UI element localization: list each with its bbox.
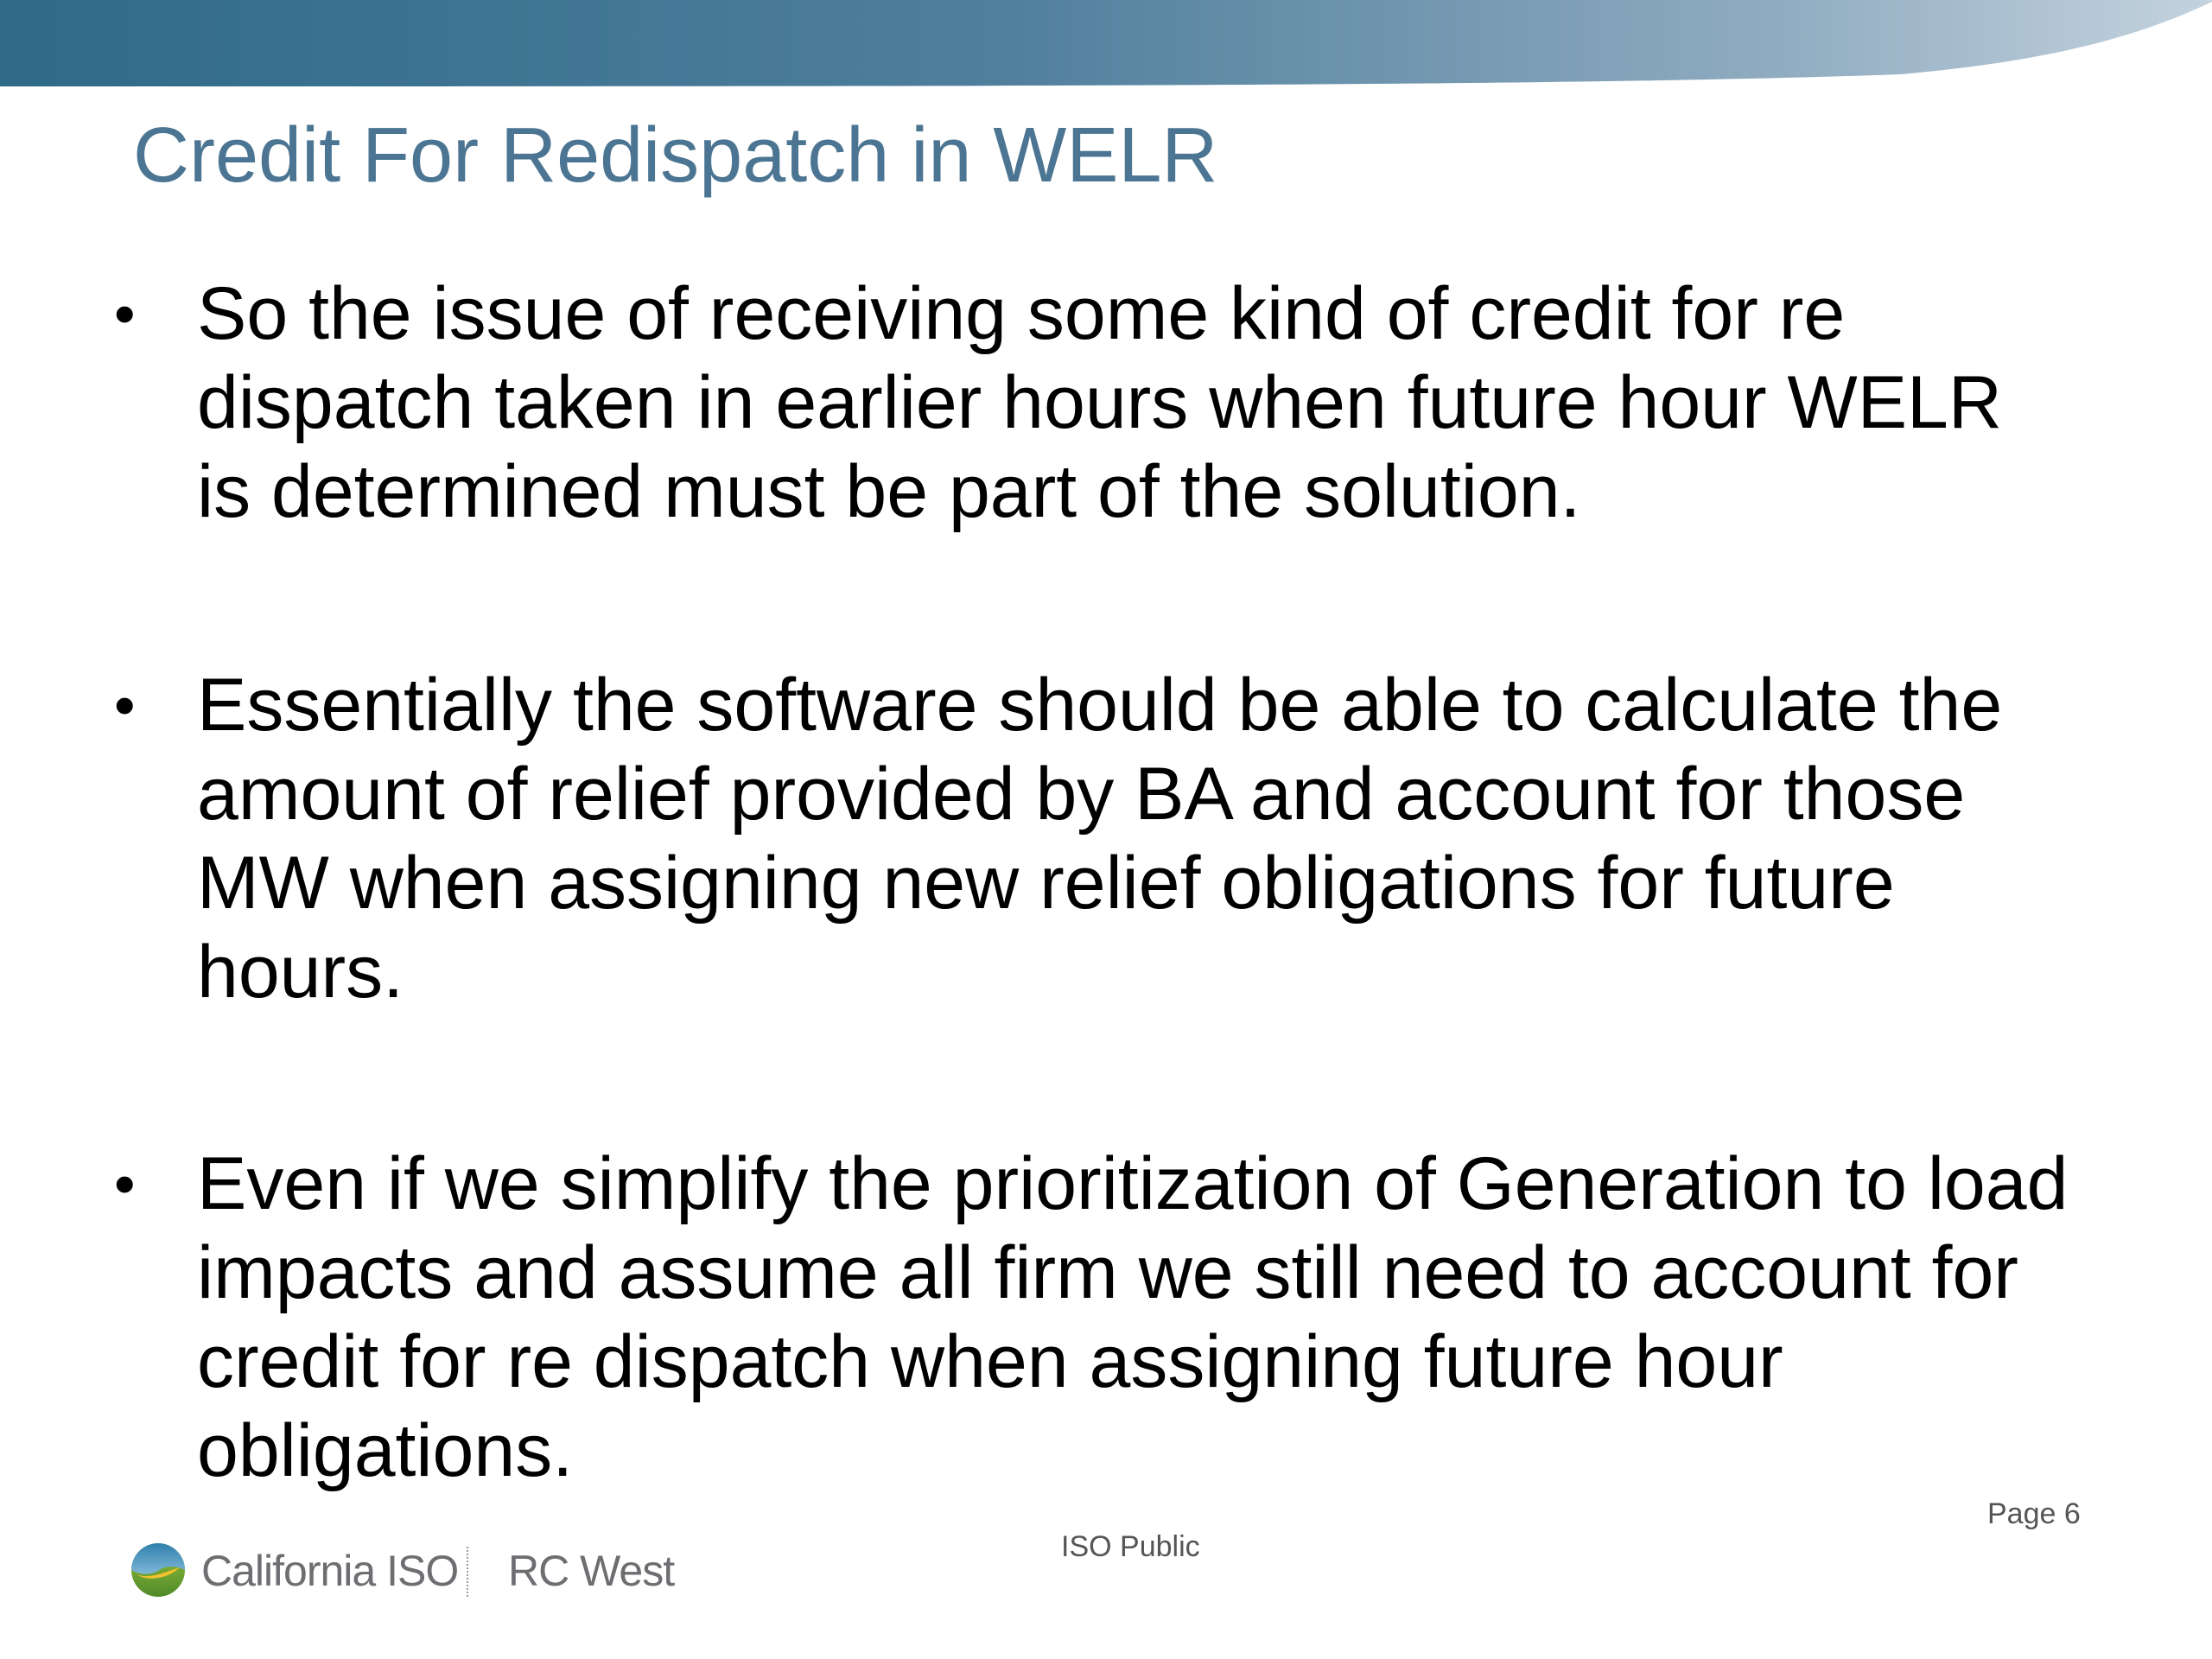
bullet-text-line: impacts and assume all firm we still need to account for	[197, 1231, 2018, 1314]
bullet-text-line: dispatch taken in earlier hours when future hour WELR	[197, 361, 2002, 444]
logo-divider	[467, 1547, 468, 1597]
bullet-text-line: Even if we simplify the prioritization of Generation to load	[197, 1142, 2069, 1225]
header-band	[0, 0, 2212, 95]
bullet-text-line: credit for re dispatch when assigning future hour	[197, 1320, 1783, 1403]
bullet-text-line: amount of relief provided by BA and account for those	[197, 753, 1966, 836]
california-iso-logo	[130, 1538, 683, 1604]
bullet-text-line: hours.	[197, 931, 404, 1014]
logo-org-name: California ISO	[201, 1547, 459, 1595]
page-number: Page 6	[1987, 1497, 2081, 1530]
logo-division-name: RC West	[508, 1547, 675, 1595]
bullet-item	[114, 1140, 2115, 1496]
footer-classification: ISO Public	[1061, 1530, 1200, 1563]
bullet-text-line: MW when assigning new relief obligations for future	[197, 842, 1895, 925]
slide-title: Credit For Redispatch in WELR	[133, 112, 1218, 199]
bullet-marker: •	[114, 280, 136, 347]
california-iso-globe-icon	[130, 1541, 187, 1599]
bullet-text-line: Essentially the software should be able to calculate the	[197, 664, 2003, 747]
bullet-marker: •	[114, 1150, 136, 1217]
bullet-item	[114, 270, 2115, 537]
bullet-text-line: is determined must be part of the solution.	[197, 450, 1581, 533]
bullet-text-line: So the issue of receiving some kind of credit for re	[197, 272, 1846, 355]
bullet-text-line: obligations.	[197, 1409, 574, 1492]
bullet-marker: •	[114, 671, 136, 739]
bullet-item	[114, 661, 2115, 1017]
